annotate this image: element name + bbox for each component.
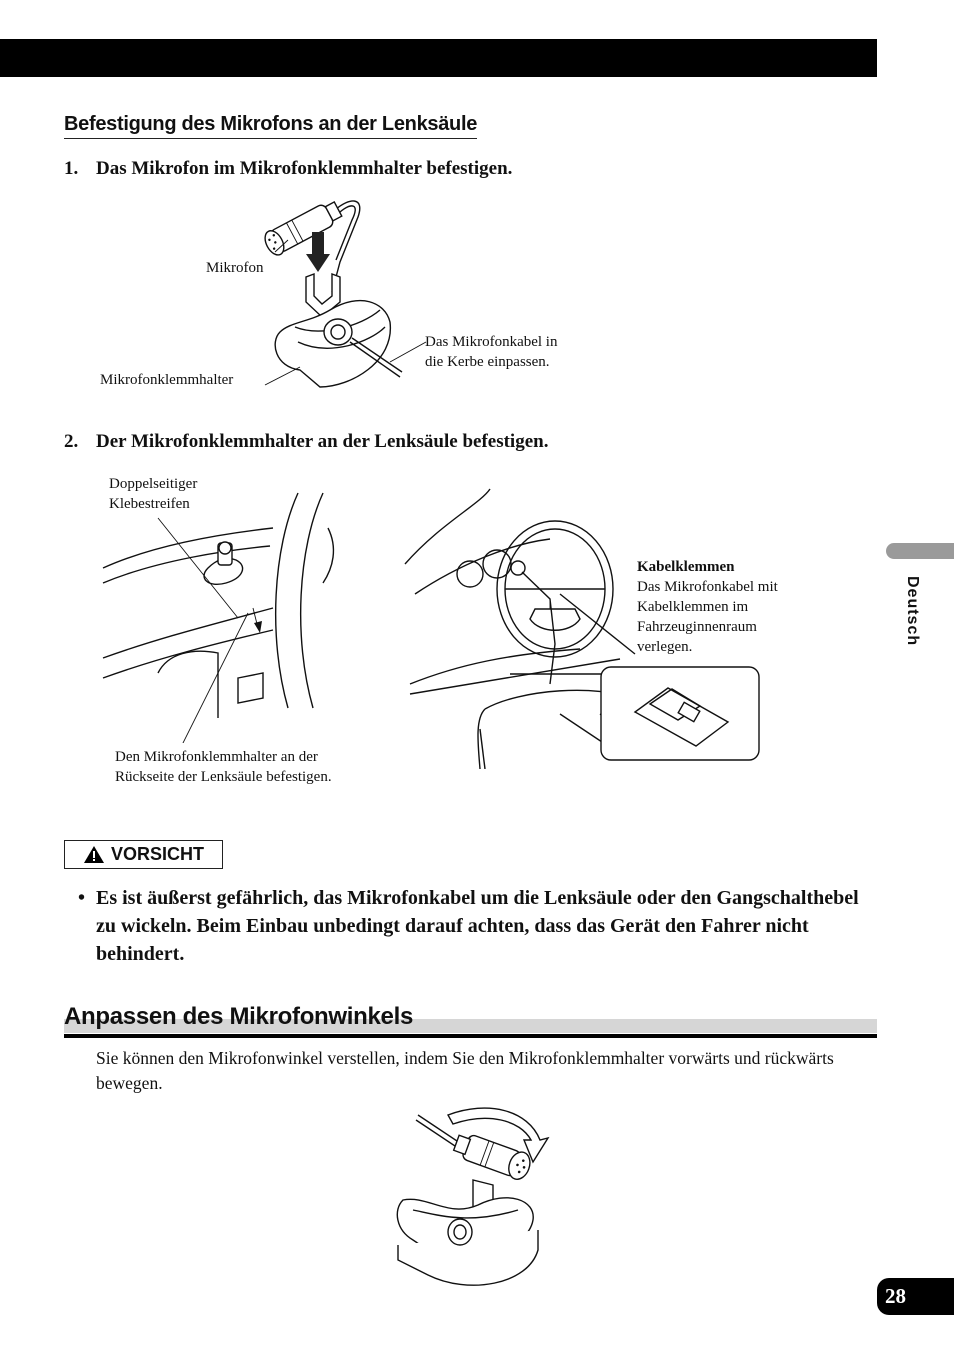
label-cable-clamps: [637, 557, 778, 657]
step-1-text: Das Mikrofon im Mikrofonklemmhalter befestigen.: [96, 158, 513, 179]
angle-paragraph: Sie können den Mikrofonwinkel verstellen, indem Sie den Mikrofonklemmhalter vorwärts und rückwärts bewegen.: [96, 1048, 834, 1093]
step-2-number: 2.: [64, 431, 79, 452]
step-2: [64, 431, 548, 453]
bullet-dot: •: [78, 887, 86, 909]
label-tape-line2: Klebestreifen: [109, 496, 190, 512]
page-number: 28: [877, 1278, 954, 1315]
language-label-wrap: [897, 576, 927, 660]
figure-mic-angle: [388, 1100, 558, 1300]
section-heading-angle-wrap: [64, 1003, 877, 1039]
language-tab: [886, 543, 954, 559]
step-1-number: 1.: [64, 158, 79, 179]
label-cable-notch-line1: Das Mikrofonkabel in: [425, 334, 558, 350]
heading-rule: [64, 1034, 877, 1038]
figure-steering-column: [98, 488, 338, 743]
label-cable-clamps-line2: Kabelklemmen im: [637, 599, 749, 615]
caution-label: VORSICHT: [110, 844, 204, 864]
label-holder: Mikrofonklemmhalter: [100, 372, 234, 388]
figure-mic-holder: [240, 192, 440, 392]
section-heading-mount: Befestigung des Mikrofons an der Lenksäule: [64, 113, 477, 139]
caution-bullet-item: [78, 884, 868, 968]
section-heading-angle: Anpassen des Mikrofonwinkels: [64, 1003, 414, 1030]
label-mikrofon: Mikrofon: [206, 260, 264, 276]
label-back-line2: Rückseite der Lenksäule befestigen.: [115, 769, 332, 785]
label-tape-line1: Doppelseitiger: [109, 476, 198, 492]
label-cable-clamps-line3: Fahrzeuginnenraum: [637, 619, 757, 635]
label-cable-clamps-line4: verlegen.: [637, 639, 693, 655]
label-cable-notch-line2: die Kerbe einpassen.: [425, 354, 550, 370]
label-cable-notch: [425, 332, 557, 372]
label-tape: [109, 474, 197, 514]
step-2-text: Der Mikrofonklemmhalter an der Lenksäule befestigen.: [96, 431, 549, 452]
language-label: Deutsch: [904, 576, 921, 647]
label-back-line1: Den Mikrofonklemmhalter an der: [115, 749, 318, 765]
warning-icon: [83, 845, 105, 864]
caution-box: [64, 840, 223, 869]
label-back-of-column: [115, 747, 332, 787]
label-cable-clamps-title: Kabelklemmen: [637, 559, 735, 575]
caution-text: Es ist äußerst gefährlich, das Mikrofonkabel um die Lenksäule oder den Gangschalthebel zu wickeln. Beim Einbau unbedingt darauf achten, dass das Gerät den Fahrer nicht behindert.: [96, 887, 859, 965]
label-cable-clamps-line1: Das Mikrofonkabel mit: [637, 579, 778, 595]
step-1: [64, 158, 512, 180]
header-bar: [0, 39, 877, 77]
